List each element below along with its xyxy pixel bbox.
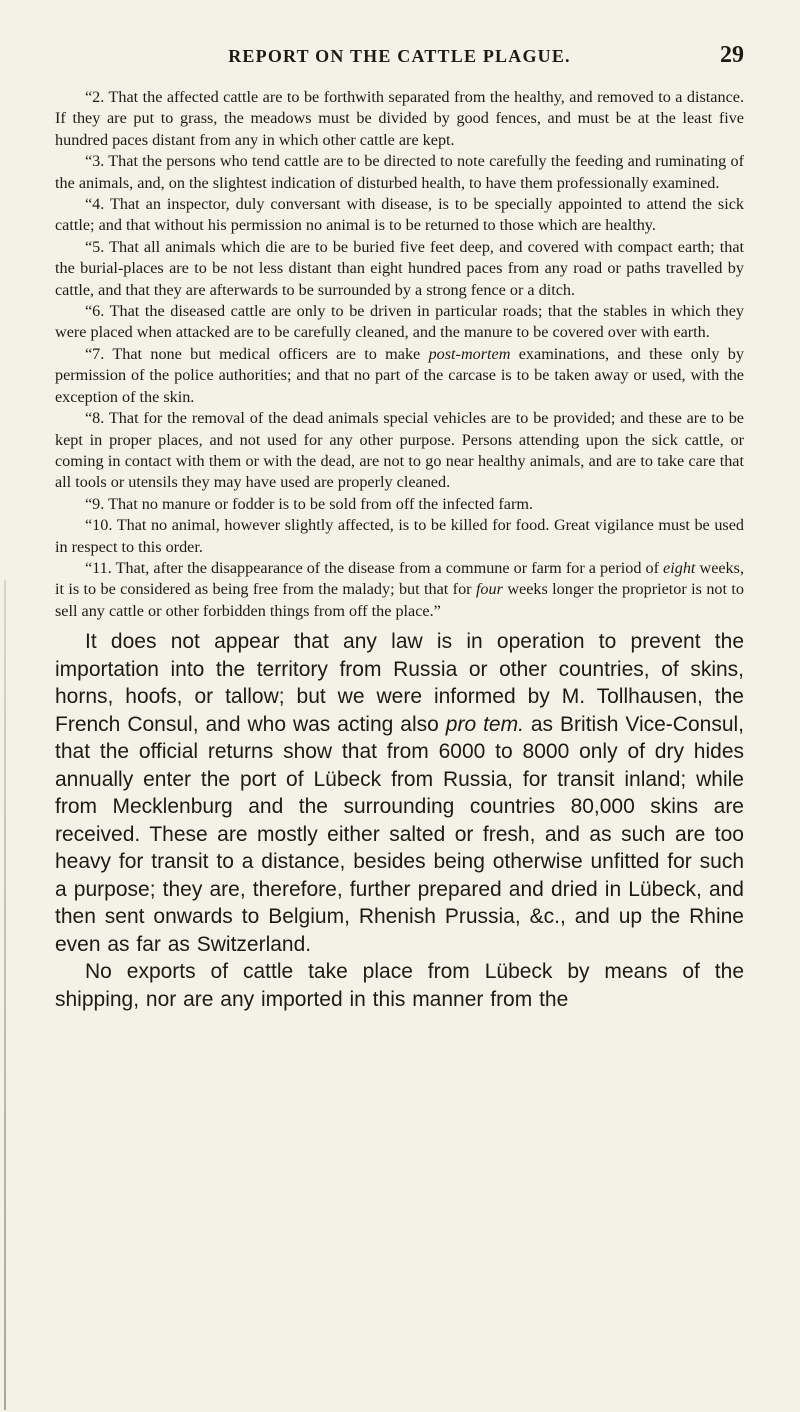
rule-11-text-b: weeks, it is to be considered as being free from the malady; but that for (55, 558, 744, 599)
rule-7-emphasis: post-mortem (428, 344, 511, 363)
rule-10: “10. That no animal, however slightly affected, is to be killed for food. Great vigilance must be used in respect to this order. (55, 516, 744, 556)
rule-11-text-a: “11. That, after the disappearance of the disease from a commune or farm for a period of (85, 558, 664, 577)
rule-7-text-b: examinations, and these only by permission of the police authorities; and that no part of the carcase is to be taken away or used, with the exception of the skin. (55, 344, 744, 406)
page-number: 29 (720, 42, 744, 68)
rule-11-text-c: weeks longer the proprietor is not to sell any cattle or other forbidden things from off the place.” (55, 580, 744, 620)
report-paragraph-imports-a: It does not appear that any law is in operation to prevent the importation into the territory from Russia or other countries, of skins, horns, hoofs, or tallow; but we were informed by M. Tollhausen, the French Consul, and who was acting also (55, 630, 744, 736)
report-paragraph-imports-b: as British Vice-Consul, that the official returns show that from 6000 to 8000 only of dry hides annually enter the port of Lübeck from Russia, for transit inland; while from Mecklenburg and the surrounding countries 80,000 skins are received. These are mostly either salted or fresh, and as such are too heavy for transit to a distance, besides being otherwise unfitted for such a purpose; they are, therefore, further prepared and dried in Lübeck, and then sent onwards to Belgium, Rhenish Prussia, &c., and up the Rhine even as far as Switzerland. (55, 712, 744, 956)
report-paragraph-imports (55, 628, 744, 958)
rule-8: “8. That for the removal of the dead animals special vehicles are to be provided; and these are to be kept in proper places, and not used for any other purpose. Persons attending upon the sick cattle, or coming in contact with them or with the dead, are not to go near healthy animals, and are to take care that all tools or utensils they may have used are properly cleaned. (55, 409, 744, 492)
page-header (55, 42, 744, 76)
rule-11-emphasis-eight: eight (663, 558, 696, 577)
rule-2: “2. That the affected cattle are to be forthwith separated from the healthy, and removed to a distance. If they are put to grass, the meadows must be divided by good fences, and must be at the least five hundred paces distant from any in which other cattle are kept. (55, 88, 744, 149)
rule-7-text-a: “7. That none but medical officers are to make (85, 344, 429, 363)
body-text (55, 87, 744, 1013)
rule-5: “5. That all animals which die are to be buried five feet deep, and covered with compact earth; that the burial-places are to be not less distant than eight hundred paces from any road or paths travelled by cattle, and that they are afterwards to be surrounded by a strong fence or a ditch. (55, 237, 744, 299)
rule-9: “9. That no manure or fodder is to be sold from off the infected farm. (85, 494, 534, 513)
report-paragraph-exports: No exports of cattle take place from Lübeck by means of the shipping, nor are any imported in this manner from the (55, 960, 744, 1011)
running-title: REPORT ON THE CATTLE PLAGUE. (228, 46, 571, 66)
rule-4: “4. That an inspector, duly conversant with disease, is to be specially appointed to attend the sick cattle; and that without his permission no animal is to be returned to those which are healthy. (55, 195, 744, 235)
report-paragraph-imports-emphasis: pro tem. (445, 712, 524, 736)
rule-6: “6. That the diseased cattle are only to be driven in particular roads; that the stables in which they were placed when attacked are to be carefully cleaned, and the manure to be covered over with earth. (55, 302, 744, 342)
page-edge-shadow (4, 580, 6, 1410)
rule-3: “3. That the persons who tend cattle are to be directed to note carefully the feeding and ruminating of the animals, and, on the slightest indication of disturbed health, to have them professionally examined. (55, 152, 744, 192)
rule-11 (55, 558, 744, 622)
rule-11-emphasis-four: four (475, 580, 503, 599)
rule-7 (55, 344, 744, 408)
